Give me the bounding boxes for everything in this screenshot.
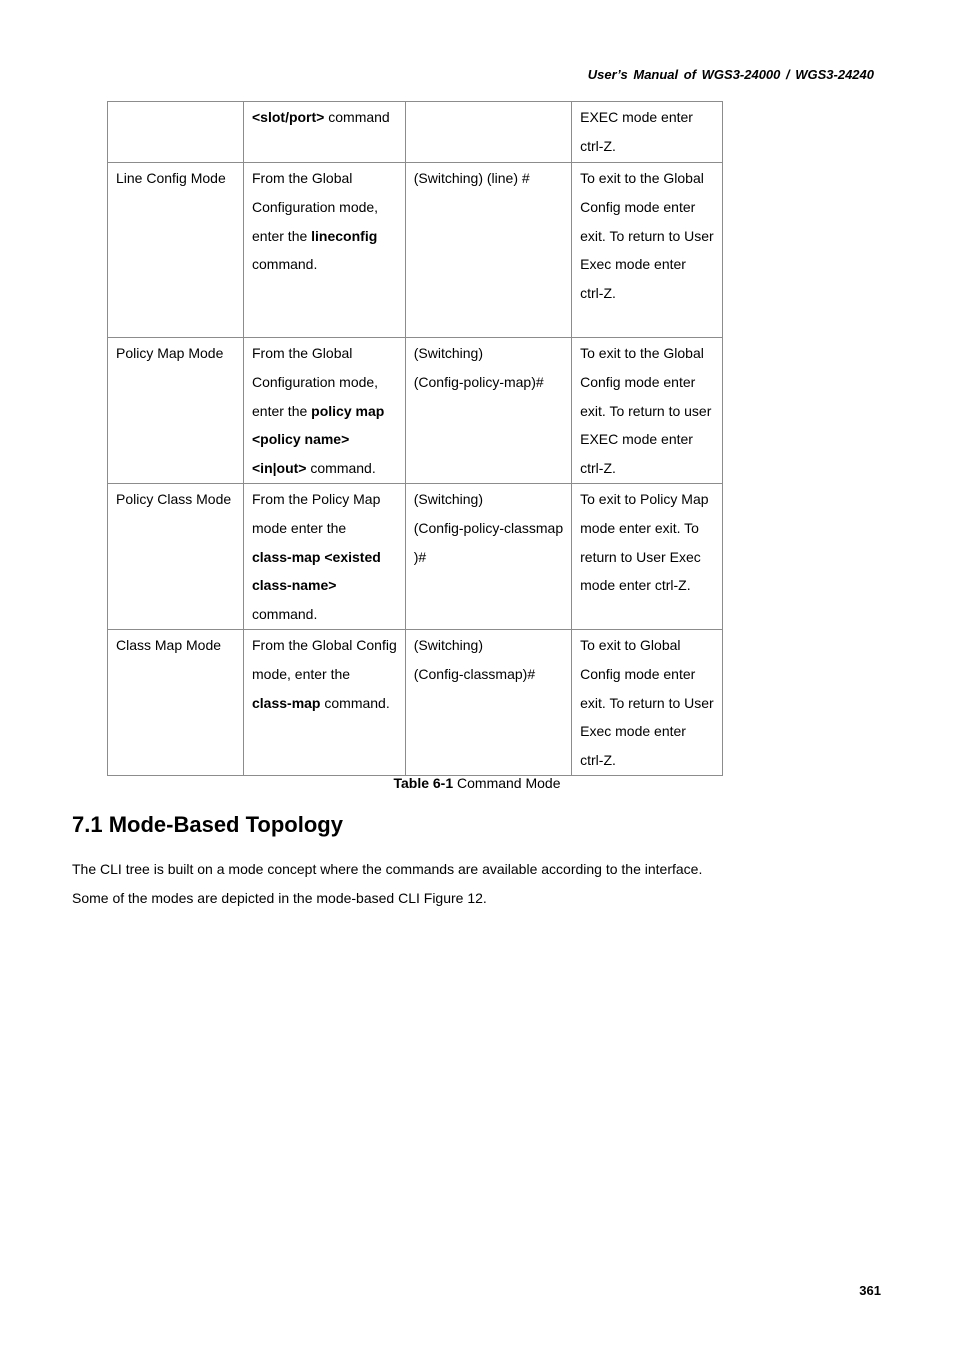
cell-line: [116, 485, 235, 514]
text: command: [324, 109, 390, 125]
bold-text: policy map: [311, 402, 385, 419]
text: (Config-policy-map)#: [413, 373, 544, 390]
text: )#: [413, 548, 427, 565]
cell-line: [252, 193, 397, 222]
cell-exit: [572, 484, 723, 630]
cell-line: [580, 689, 714, 718]
cell-line: [252, 689, 397, 718]
text: command.: [320, 694, 390, 711]
cell-line: [580, 368, 714, 397]
text: From the Global Config: [252, 637, 397, 653]
page-number: 361: [859, 1283, 881, 1298]
command-mode-table-body: [108, 102, 723, 776]
cell-line: [252, 571, 397, 600]
text: ctrl-Z.: [580, 752, 616, 769]
table-row: [108, 630, 723, 776]
cell-line: [580, 339, 714, 368]
cell-line: [116, 164, 235, 193]
text: To exit to the Global: [580, 170, 704, 186]
cell-line: [414, 631, 563, 660]
text: exit. To return to User: [580, 694, 714, 711]
cell-access: [244, 102, 406, 163]
text: Configuration mode,: [252, 198, 379, 215]
text: Config mode enter: [580, 198, 696, 215]
cell-prompt: [405, 630, 571, 776]
cell-line: [116, 339, 235, 368]
text: Config mode enter: [580, 373, 696, 390]
running-header: User’s Manual of WGS3-24000 / WGS3-24240: [587, 67, 874, 82]
text: (Switching): [413, 345, 483, 361]
cell-line: [580, 543, 714, 572]
text: mode enter the: [252, 519, 347, 536]
cell-line: [580, 454, 714, 483]
text: return to User Exec: [580, 548, 701, 565]
text: exit. To return to User: [580, 227, 714, 244]
table-caption-label: Table 6-1: [393, 775, 454, 791]
text: To exit to Policy Map: [580, 491, 709, 507]
text: mode enter ctrl-Z.: [580, 577, 691, 594]
cell-line: [252, 514, 397, 543]
cell-line: [252, 485, 397, 514]
body-paragraph-1: The CLI tree is built on a mode concept where the commands are available according to the interface.: [72, 861, 703, 877]
cell-mode: [108, 484, 244, 630]
cell-line: [580, 571, 714, 600]
cell-mode: [108, 338, 244, 484]
text: From the Global: [252, 170, 353, 186]
cell-prompt: [405, 163, 571, 338]
cell-line: [580, 717, 714, 746]
cell-line: [580, 193, 714, 222]
cell-line: [252, 397, 397, 426]
cell-line: [580, 660, 714, 689]
bold-text: class-name>: [252, 577, 337, 594]
text: (Switching): [413, 637, 483, 653]
bold-text: <in|out>: [252, 460, 307, 477]
text: ctrl-Z.: [580, 285, 616, 302]
text: Line Config Mode: [116, 170, 226, 186]
section-heading: 7.1 Mode-Based Topology: [72, 812, 343, 837]
cell-line: [414, 339, 563, 368]
cell-access: [244, 163, 406, 338]
text: enter the: [252, 227, 312, 244]
table-row: [108, 338, 723, 484]
cell-line: [252, 660, 397, 689]
cell-exit: [572, 630, 723, 776]
text: ctrl-Z.: [580, 460, 616, 477]
cell-exit: [572, 102, 723, 163]
cell-line: [580, 132, 714, 161]
cell-line: [252, 600, 397, 629]
bold-text: lineconfig: [311, 227, 378, 244]
cell-prompt: [405, 338, 571, 484]
text: (Switching): [413, 491, 483, 507]
cell-access: [244, 338, 406, 484]
text: (Config-classmap)#: [413, 665, 536, 682]
cell-line: [414, 514, 563, 543]
cell-line: [414, 543, 563, 572]
cell-line: [414, 660, 563, 689]
cell-prompt: [405, 102, 571, 163]
cell-line: [252, 543, 397, 572]
cell-line: [252, 222, 397, 251]
cell-line: [252, 164, 397, 193]
cell-line: [580, 164, 714, 193]
bold-text: class-map <existed: [252, 548, 381, 565]
table-caption: [0, 775, 954, 791]
cell-prompt: [405, 484, 571, 630]
table-row: [108, 102, 723, 163]
table-caption-text: Command Mode: [453, 775, 561, 791]
cell-mode: [108, 102, 244, 163]
cell-line: [414, 164, 563, 193]
cell-line: [580, 103, 714, 132]
text: Class Map Mode: [116, 637, 222, 653]
text: To exit to the Global: [580, 345, 704, 361]
cell-access: [244, 630, 406, 776]
cell-exit: [572, 338, 723, 484]
text: Policy Class Mode: [116, 491, 232, 507]
text: Configuration mode,: [252, 373, 379, 390]
bold-text: <slot/port>: [252, 109, 325, 125]
text: To exit to Global: [580, 637, 681, 653]
text: (Switching) (line) #: [413, 170, 530, 186]
text: exit. To return to user: [580, 402, 712, 419]
text: EXEC mode enter: [580, 109, 693, 125]
bold-text: <policy name>: [252, 431, 350, 448]
text: mode, enter the: [252, 665, 351, 682]
cell-line: [252, 339, 397, 368]
cell-mode: [108, 163, 244, 338]
cell-line: [580, 222, 714, 251]
cell-line: [252, 368, 397, 397]
text: Policy Map Mode: [116, 345, 224, 361]
cell-exit: [572, 163, 723, 338]
cell-line: [580, 397, 714, 426]
cell-line: [580, 485, 714, 514]
table-row: [108, 163, 723, 338]
cell-line: [414, 485, 563, 514]
body-paragraph-2: Some of the modes are depicted in the mode-based CLI Figure 12.: [72, 890, 487, 906]
text: From the Global: [252, 345, 353, 361]
cell-line: [580, 250, 714, 279]
cell-line: [252, 425, 397, 454]
text: command.: [252, 256, 318, 273]
cell-line: [252, 103, 397, 132]
text: (Config-policy-classmap: [413, 519, 564, 536]
text: Config mode enter: [580, 665, 696, 682]
cell-line: [414, 368, 563, 397]
table-row: [108, 484, 723, 630]
text: EXEC mode enter: [580, 431, 693, 448]
cell-line: [580, 746, 714, 775]
text: From the Policy Map: [252, 491, 381, 507]
cell-mode: [108, 630, 244, 776]
command-mode-table: [107, 101, 723, 776]
cell-line: [580, 514, 714, 543]
text: mode enter exit. To: [580, 519, 699, 536]
cell-line: [580, 425, 714, 454]
cell-line: [116, 631, 235, 660]
text: ctrl-Z.: [580, 137, 616, 154]
cell-line: [580, 631, 714, 660]
cell-line: [252, 631, 397, 660]
text: command.: [306, 460, 376, 477]
bold-text: class-map: [252, 694, 321, 711]
text: Exec mode enter: [580, 256, 686, 273]
text: command.: [252, 606, 318, 623]
cell-line: [252, 250, 397, 279]
text: Exec mode enter: [580, 723, 686, 740]
text: enter the: [252, 402, 312, 419]
cell-line: [580, 279, 714, 308]
cell-access: [244, 484, 406, 630]
cell-line: [252, 454, 397, 483]
